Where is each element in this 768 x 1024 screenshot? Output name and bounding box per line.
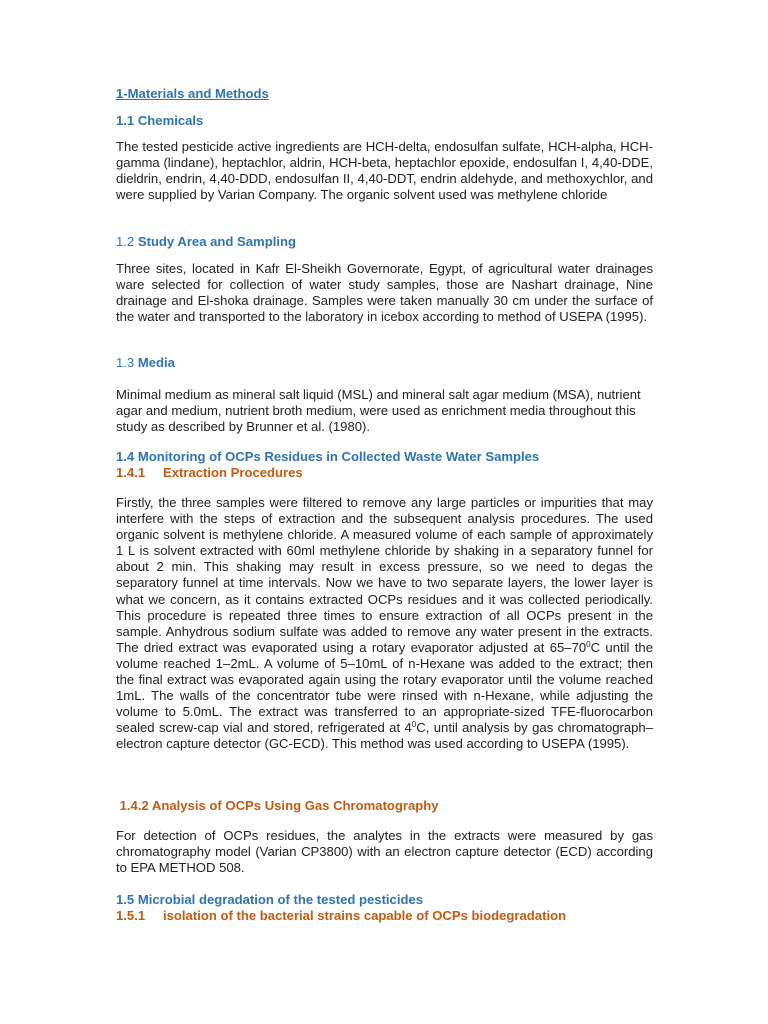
heading-monitoring-ocps: 1.4 Monitoring of OCPs Residues in Collected Waste Water Samples bbox=[116, 449, 540, 464]
paragraph-chemicals: The tested pesticide active ingredients are HCH-delta, endosulfan sulfate, HCH-alpha, HCH-gamma (lindane), heptachlor, aldrin, HCH-beta, heptachlor epoxide, endosulfan I, 4,40-DDE, dieldrin, endrin, 4,40-DDD, endosulfan II, 4,40-DDT, endrin aldehyde, and methoxychlor, and were supplied by Varian Company. The organic solvent used was methylene chloride bbox=[116, 139, 653, 203]
paragraph-extraction: Firstly, the three samples were filtered to remove any large particles or impurities that may interfere with the steps of extraction and the subsequent analysis procedures. The used organic solvent is methylene chloride. A measured volume of each sample of approximately 1 L is solvent extracted with 60ml methylene chloride by shaking in a separatory funnel for about 2 min. This shaking may result in excess pressure, so we need to degas the separatory funnel at time intervals. Now we have to two separate layers, the lower layer is what we concern, as it contains extracted OCPs residues and it was collected periodically. This procedure is repeated three times to ensure extraction of all OCPs present in the sample. Anhydrous sodium sulfate was added to remove any water present in the extracts. The dried extract was evaporated using a rotary evaporator adjusted at $65-70^0C$ until the volume reached 1–2mL. A volume of 5–10mL of n-Hexane was added to the extract; then the final extract was evaporated again using the rotary evaporator until the volume reached 1mL. The walls of the concentrator tube were rinsed with n-Hexane, while adjusting the volume to 5.0mL. The extract was transferred to an appropriate-sized TFE-fluorocarbon sealed screw-cap vial and stored, refrigerated at $4^0C$, until analysis by gas chromatograph–electron capture detector (GC-ECD). This method was used according to USEPA (1995). bbox=[116, 495, 653, 752]
heading-study-area: 1.2 Study Area and Sampling bbox=[116, 234, 296, 249]
heading-materials-methods: 1-Materials and Methods bbox=[116, 86, 269, 101]
paragraph-media: Minimal medium as mineral salt liquid (MSL) and mineral salt agar medium (MSA), nutrient agar and medium, nutrient broth medium, were used as enrichment media throughout this study as described by Brunner et al. (1980). bbox=[116, 387, 641, 435]
paragraph-study-area: Three sites, located in Kafr El-Sheikh Governorate, Egypt, of agricultural water drainages ware selected for collection of water study samples, those are Nashart drainage, Nine drainage and El-shoka drainage. Samples were taken manually 30 cm under the surface of the water and transported to the laboratory in icebox according to method of USEPA (1995). bbox=[116, 261, 653, 325]
heading-isolation-bacterial: 1.5.1 isolation of the bacterial strains capable of OCPs biodegradation bbox=[116, 908, 567, 923]
heading-microbial-degradation: 1.5 Microbial degradation of the tested pesticides bbox=[116, 892, 424, 907]
heading-analysis-gc: 1.4.2 Analysis of OCPs Using Gas Chromatography bbox=[116, 798, 439, 813]
heading-extraction-procedures: 1.4.1 Extraction Procedures bbox=[116, 465, 303, 480]
paragraph-analysis-gc: For detection of OCPs residues, the analytes in the extracts were measured by gas chromatography model (Varian CP3800) with an electron capture detector (ECD) according to EPA METHOD 508. bbox=[116, 828, 653, 876]
heading-chemicals: 1.1 Chemicals bbox=[116, 113, 204, 128]
heading-media: 1.3 Media bbox=[116, 355, 175, 370]
